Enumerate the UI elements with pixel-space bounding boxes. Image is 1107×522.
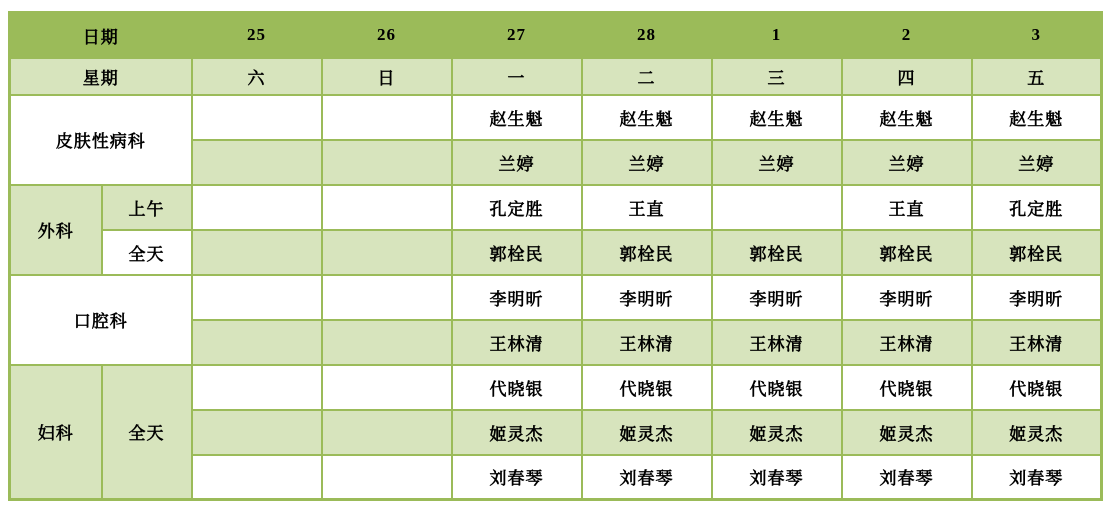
schedule-cell: 李明昕	[582, 275, 712, 320]
schedule-cell: 孔定胜	[452, 185, 582, 230]
schedule-cell	[322, 410, 452, 455]
schedule-cell: 赵生魁	[972, 95, 1102, 140]
schedule-cell: 代晓银	[582, 365, 712, 410]
department-cell: 妇科	[10, 365, 102, 500]
schedule-cell	[322, 455, 452, 500]
schedule-cell	[322, 140, 452, 185]
schedule-cell: 王林清	[582, 320, 712, 365]
schedule-cell: 兰婷	[712, 140, 842, 185]
schedule-cell: 王林清	[712, 320, 842, 365]
schedule-row	[10, 275, 1102, 320]
schedule-row	[10, 95, 1102, 140]
schedule-cell: 李明昕	[842, 275, 972, 320]
date-cell: 1	[712, 13, 842, 58]
schedule-cell: 王直	[842, 185, 972, 230]
time-cell: 上午	[102, 185, 192, 230]
schedule-cell: 代晓银	[972, 365, 1102, 410]
schedule-row	[10, 185, 1102, 230]
schedule-cell	[712, 185, 842, 230]
date-header-row	[10, 13, 1102, 58]
schedule-cell: 刘春琴	[452, 455, 582, 500]
department-cell: 口腔科	[10, 275, 192, 365]
schedule-cell: 兰婷	[842, 140, 972, 185]
schedule-cell: 姬灵杰	[452, 410, 582, 455]
schedule-cell: 刘春琴	[712, 455, 842, 500]
department-cell: 外科	[10, 185, 102, 275]
schedule-cell	[192, 140, 322, 185]
schedule-cell: 赵生魁	[582, 95, 712, 140]
schedule-cell: 刘春琴	[972, 455, 1102, 500]
date-cell: 28	[582, 13, 712, 58]
schedule-cell: 代晓银	[712, 365, 842, 410]
weekday-cell: 四	[842, 58, 972, 95]
department-cell: 皮肤性病科	[10, 95, 192, 185]
schedule-cell: 赵生魁	[842, 95, 972, 140]
schedule-cell: 王林清	[452, 320, 582, 365]
schedule-cell: 兰婷	[972, 140, 1102, 185]
schedule-cell	[322, 95, 452, 140]
date-label-cell: 日期	[10, 13, 192, 58]
schedule-cell: 代晓银	[452, 365, 582, 410]
schedule-cell	[192, 365, 322, 410]
schedule-cell: 王林清	[972, 320, 1102, 365]
schedule-cell	[322, 230, 452, 275]
time-cell: 全天	[102, 230, 192, 275]
weekday-cell: 二	[582, 58, 712, 95]
schedule-cell	[192, 275, 322, 320]
schedule-cell: 姬灵杰	[712, 410, 842, 455]
schedule-cell: 姬灵杰	[582, 410, 712, 455]
date-cell: 25	[192, 13, 322, 58]
schedule-cell	[192, 410, 322, 455]
date-cell: 3	[972, 13, 1102, 58]
weekday-cell: 六	[192, 58, 322, 95]
schedule-cell: 郭栓民	[712, 230, 842, 275]
schedule-cell	[192, 320, 322, 365]
weekday-cell: 五	[972, 58, 1102, 95]
schedule-cell: 赵生魁	[452, 95, 582, 140]
time-cell: 全天	[102, 365, 192, 500]
week-label-cell: 星期	[10, 58, 192, 95]
schedule-cell: 王直	[582, 185, 712, 230]
schedule-cell	[322, 365, 452, 410]
schedule-cell: 姬灵杰	[972, 410, 1102, 455]
schedule-cell: 孔定胜	[972, 185, 1102, 230]
schedule-cell: 刘春琴	[582, 455, 712, 500]
schedule-cell: 刘春琴	[842, 455, 972, 500]
duty-schedule-table	[8, 11, 1103, 501]
schedule-cell	[192, 95, 322, 140]
schedule-cell: 姬灵杰	[842, 410, 972, 455]
date-cell: 2	[842, 13, 972, 58]
schedule-cell	[192, 185, 322, 230]
schedule-cell: 兰婷	[582, 140, 712, 185]
schedule-cell: 王林清	[842, 320, 972, 365]
weekday-header-row	[10, 58, 1102, 95]
date-cell: 27	[452, 13, 582, 58]
weekday-cell: 日	[322, 58, 452, 95]
schedule-cell	[192, 455, 322, 500]
schedule-cell: 李明昕	[452, 275, 582, 320]
schedule-cell: 代晓银	[842, 365, 972, 410]
weekday-cell: 一	[452, 58, 582, 95]
date-cell: 26	[322, 13, 452, 58]
schedule-cell	[322, 275, 452, 320]
schedule-cell: 赵生魁	[712, 95, 842, 140]
schedule-cell	[322, 185, 452, 230]
schedule-cell	[192, 230, 322, 275]
schedule-cell: 郭栓民	[452, 230, 582, 275]
weekday-cell: 三	[712, 58, 842, 95]
schedule-row	[10, 230, 1102, 275]
schedule-cell: 李明昕	[972, 275, 1102, 320]
schedule-cell: 郭栓民	[972, 230, 1102, 275]
schedule-cell: 郭栓民	[582, 230, 712, 275]
schedule-cell: 李明昕	[712, 275, 842, 320]
schedule-cell	[322, 320, 452, 365]
schedule-cell: 兰婷	[452, 140, 582, 185]
schedule-cell: 郭栓民	[842, 230, 972, 275]
schedule-row	[10, 365, 1102, 410]
